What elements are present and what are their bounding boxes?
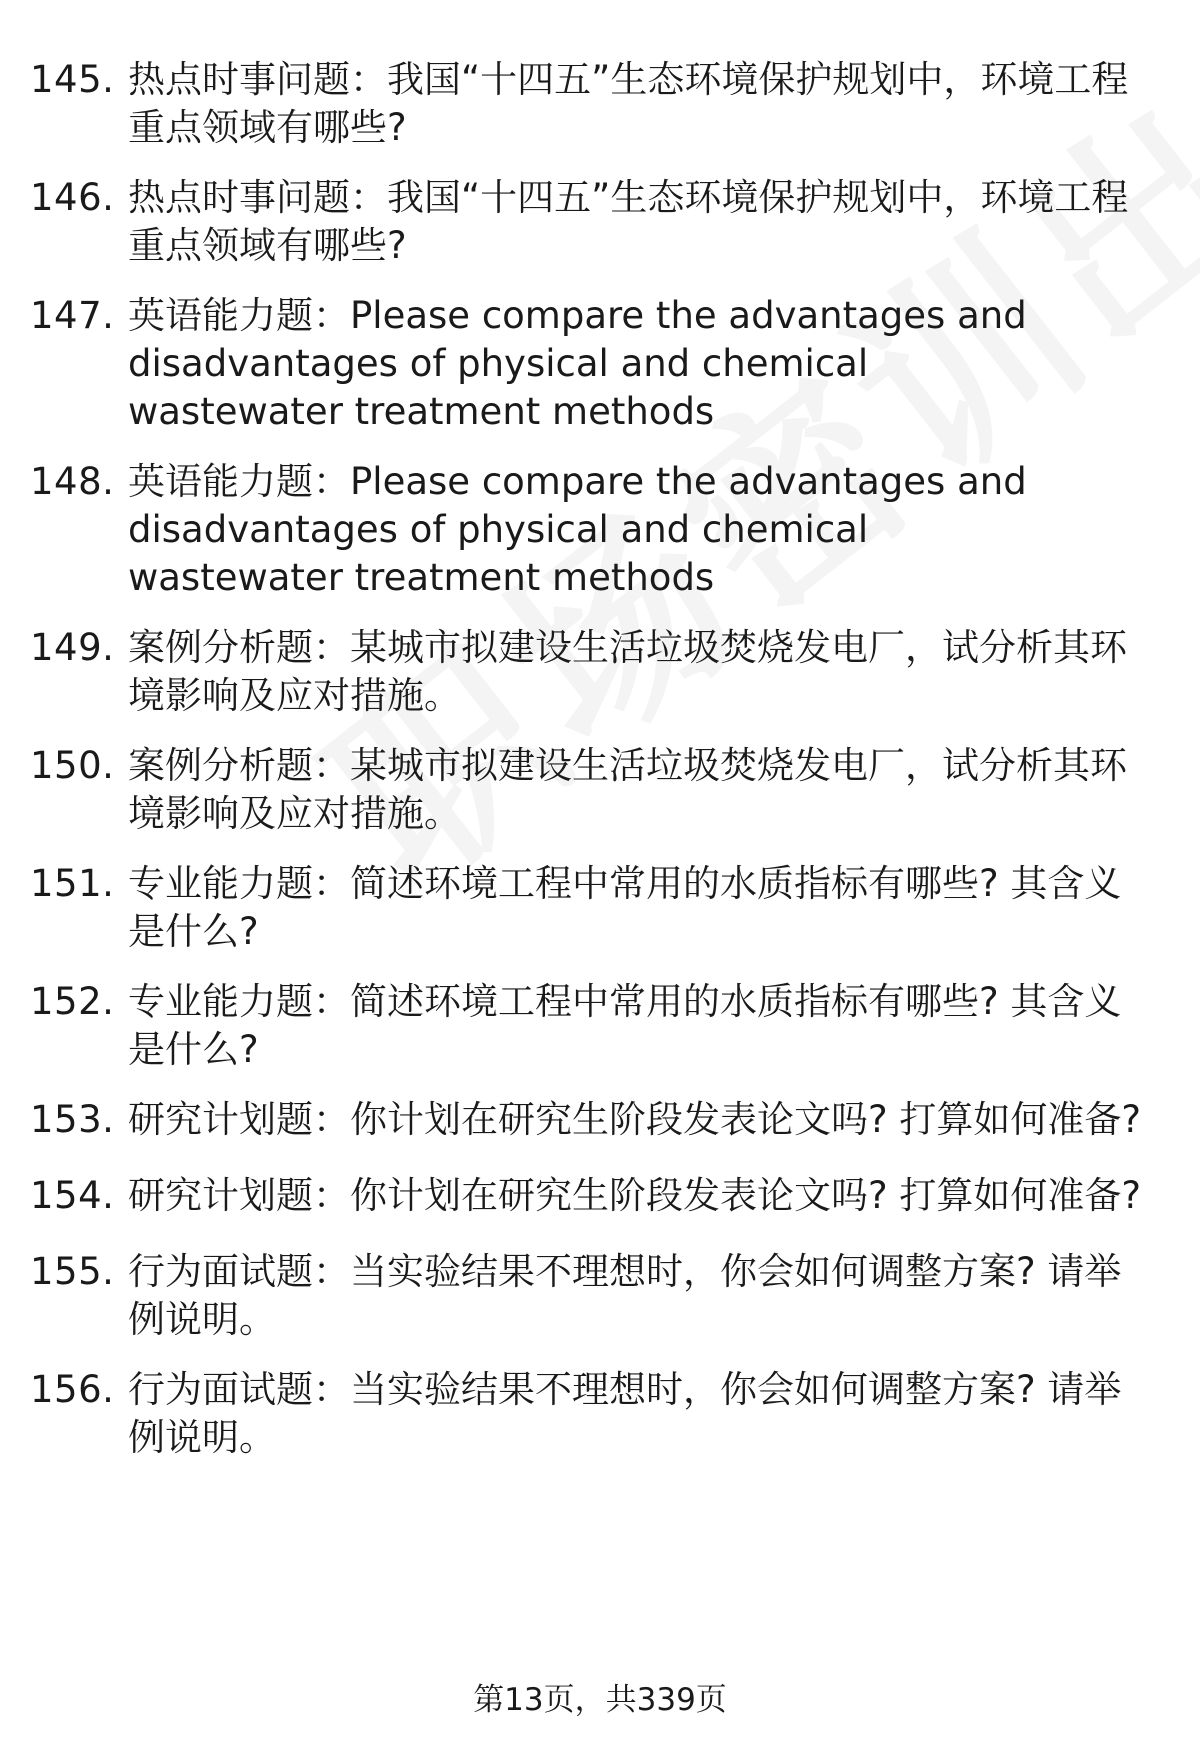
question-list bbox=[30, 56, 1150, 1462]
question-number: 145. bbox=[30, 58, 115, 101]
question-text: 案例分析题：某城市拟建设生活垃圾焚烧发电厂，试分析其环境影响及应对措施。 bbox=[128, 626, 1127, 717]
list-item bbox=[30, 174, 1150, 270]
list-item bbox=[30, 1172, 1150, 1220]
list-item bbox=[30, 1096, 1150, 1144]
question-text: 热点时事问题：我国“十四五”生态环境保护规划中，环境工程重点领域有哪些? bbox=[128, 176, 1129, 267]
question-text: 专业能力题：简述环境工程中常用的水质指标有哪些? 其含义是什么? bbox=[128, 862, 1122, 953]
list-item bbox=[30, 624, 1150, 720]
question-number: 153. bbox=[30, 1098, 115, 1141]
list-item bbox=[30, 292, 1150, 436]
question-number: 154. bbox=[30, 1174, 115, 1217]
question-number: 151. bbox=[30, 862, 115, 905]
question-text: 专业能力题：简述环境工程中常用的水质指标有哪些? 其含义是什么? bbox=[128, 980, 1122, 1071]
question-number: 155. bbox=[30, 1250, 115, 1293]
list-item bbox=[30, 56, 1150, 152]
question-number: 150. bbox=[30, 744, 115, 787]
question-text: 研究计划题：你计划在研究生阶段发表论文吗? 打算如何准备? bbox=[128, 1098, 1142, 1141]
question-number: 152. bbox=[30, 980, 115, 1023]
list-item bbox=[30, 978, 1150, 1074]
question-number: 147. bbox=[30, 294, 115, 337]
question-text: 行为面试题：当实验结果不理想时，你会如何调整方案? 请举例说明。 bbox=[128, 1250, 1122, 1341]
question-text: 行为面试题：当实验结果不理想时，你会如何调整方案? 请举例说明。 bbox=[128, 1368, 1122, 1459]
list-item bbox=[30, 1248, 1150, 1344]
list-item bbox=[30, 860, 1150, 956]
question-number: 148. bbox=[30, 460, 115, 503]
question-number: 156. bbox=[30, 1368, 115, 1411]
question-number: 146. bbox=[30, 176, 115, 219]
question-number: 149. bbox=[30, 626, 115, 669]
list-item bbox=[30, 458, 1150, 602]
question-text: 英语能力题：Please compare the advantages and disadvantages of physical and chemical wastewater treatment methods bbox=[128, 294, 1027, 433]
question-text: 案例分析题：某城市拟建设生活垃圾焚烧发电厂，试分析其环境影响及应对措施。 bbox=[128, 744, 1127, 835]
question-text: 研究计划题：你计划在研究生阶段发表论文吗? 打算如何准备? bbox=[128, 1174, 1142, 1217]
list-item bbox=[30, 742, 1150, 838]
question-text: 热点时事问题：我国“十四五”生态环境保护规划中，环境工程重点领域有哪些? bbox=[128, 58, 1129, 149]
question-text: 英语能力题：Please compare the advantages and disadvantages of physical and chemical wastewater treatment methods bbox=[128, 460, 1027, 599]
list-item bbox=[30, 1366, 1150, 1462]
page-number-footer: 第13页，共339页 bbox=[473, 1682, 727, 1718]
